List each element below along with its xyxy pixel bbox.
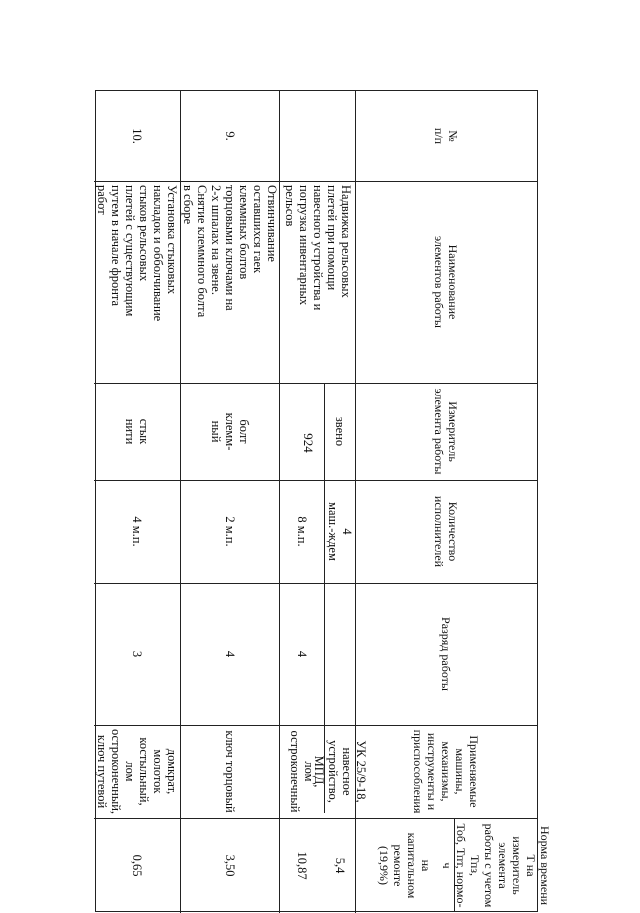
- row1-machines-a: УК 25/9-18, навесное устройство, МПД,: [312, 740, 369, 803]
- row2-machines: ключ торцовый: [223, 730, 238, 813]
- row2-meter: болт клемм- ный: [209, 412, 252, 451]
- row2-workers: 2 м.п.: [223, 516, 238, 547]
- row1-number: [280, 91, 356, 181]
- row3-workers: 4 м.п.: [130, 516, 145, 547]
- header-norm-cap: на капитальном ремонте (19,9%): [377, 832, 434, 899]
- row1-norm-cap-a: 5,4: [333, 857, 348, 874]
- row1-machines-b: лом остроконечный: [288, 730, 317, 813]
- row1-workers-b: 8 м.п.: [295, 516, 310, 547]
- header-name: Наименование элементов работы: [432, 236, 461, 328]
- row2-norm-cap: 3,50: [223, 854, 238, 877]
- header-norm: Норма времени Т на измеритель элемента работы с учетом Тпз, Тоб, Тпт, нормо-ч: [440, 823, 552, 908]
- row3-norm-cap: 0,65: [130, 854, 145, 877]
- norms-table: [95, 90, 552, 912]
- header-grade: Разряд работы: [439, 617, 454, 691]
- row3-grade: 3: [130, 650, 145, 658]
- row1-grade-b: 4: [295, 650, 310, 658]
- row2-grade: 4: [223, 650, 238, 658]
- row1-name: Надвижка рельсовых плетей при помощи навесного устройства и погрузка инвентарных рельсов: [283, 185, 353, 311]
- row3-number: 10.: [130, 128, 145, 144]
- row3-machines: домкрат, молоток костыльный, лом остроконечный, ключ путевой: [95, 729, 180, 815]
- row2-name: Отвинчивание оставшихся гаек клеммных болтов торцовыми ключами на 2-х шпалах на звене. Снятие клеммного болта в сборе: [181, 185, 280, 318]
- header-number: № п/п: [432, 127, 461, 145]
- row1-workers-a: 4 маш.-ждем: [326, 502, 355, 561]
- row3-meter: стык нити: [123, 418, 152, 445]
- row3-name: Установка стыковых накладок и обболчивание стыков рельсовых плетей с существующим путем в начале фронта работ: [95, 185, 180, 322]
- header-meter: Измеритель элемента работы: [432, 388, 461, 475]
- header-machines: Применяемые машины, механизмы, инструменты и приспособления: [411, 729, 482, 814]
- page-number: 924: [301, 433, 316, 453]
- row1-norm-cap-b: 10,87: [295, 851, 310, 880]
- header-workers: Количество исполнителей: [432, 495, 461, 568]
- row1-meter: звено: [333, 416, 348, 447]
- row2-number: 9.: [223, 131, 238, 141]
